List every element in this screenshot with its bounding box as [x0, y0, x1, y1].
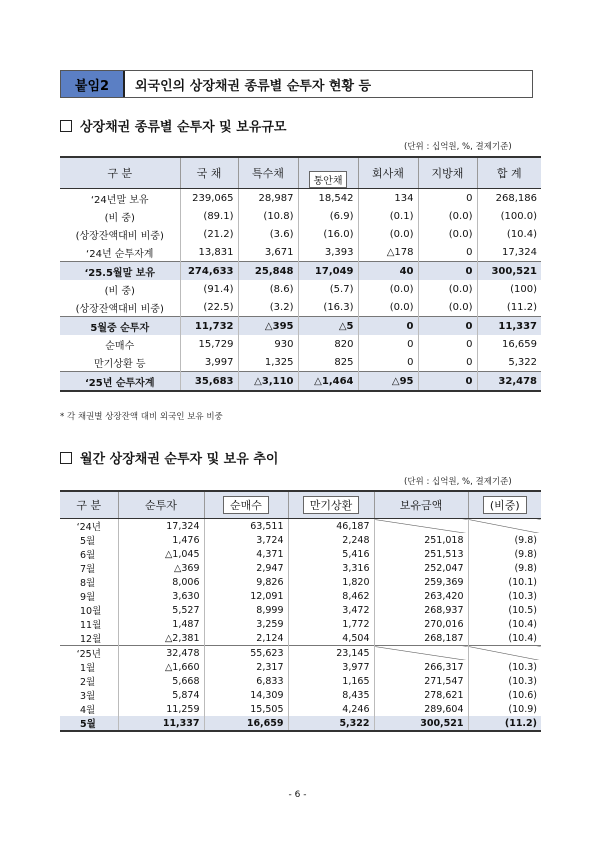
table1-cell: (91.4) — [180, 280, 238, 298]
table1-cell: 0 — [358, 335, 418, 353]
table1-cell: (22.5) — [180, 298, 238, 317]
table2-header-cell — [468, 491, 541, 519]
table2-row-label: 2월 — [80, 677, 96, 688]
table1-cell: 18,542 — [298, 189, 358, 208]
table1-row — [60, 243, 541, 262]
table2-cell: 8,006 — [118, 575, 204, 589]
table1-cell: 239,065 — [180, 189, 238, 208]
square-bullet-icon — [60, 452, 72, 464]
table2-cell: △1,660 — [118, 660, 204, 674]
section1-heading — [60, 116, 286, 135]
table1-cell: 17,049 — [298, 262, 358, 281]
table2-cell: (9.8) — [468, 533, 541, 547]
section1-unit: (단위 : 십억원, %, 결제기준) — [404, 142, 512, 152]
table2-row-label: 5월 — [80, 536, 96, 547]
table1-header-cell: 특수채 — [238, 157, 298, 189]
table2-cell: 15,505 — [204, 702, 288, 716]
table2-row — [60, 646, 541, 661]
table2-header-cell: 순투자 — [118, 491, 204, 519]
table2-cell: △1,045 — [118, 547, 204, 561]
table1-cell: 825 — [298, 353, 358, 372]
table1-row-label: (상장잔액대비 비중) — [75, 303, 164, 315]
table1-cell: 5,322 — [477, 353, 541, 372]
table1-cell: △3,110 — [238, 372, 298, 392]
table1-row-label: ‘25.5월말 보유 — [60, 262, 180, 281]
attachment-title-box — [60, 70, 533, 98]
table2-cell: 9,826 — [204, 575, 288, 589]
table2-cell: 263,420 — [374, 589, 468, 603]
table1-cell: 3,997 — [180, 353, 238, 372]
table2-row — [60, 575, 541, 589]
table2-cell: 23,145 — [288, 646, 374, 661]
table1-row-label: ‘24년말 보유 — [90, 194, 149, 206]
table2-row-label: ‘25년 — [60, 646, 118, 661]
table2-cell: 5,416 — [288, 547, 374, 561]
table2-cell: 8,999 — [204, 603, 288, 617]
table1-row-label: (비 중) — [104, 212, 135, 224]
table2-cell: 1,487 — [118, 617, 204, 631]
table2-cell: 12,091 — [204, 589, 288, 603]
table1-header-row — [60, 157, 541, 189]
table1-cell: (8.6) — [238, 280, 298, 298]
table1-row — [60, 262, 541, 281]
table1-row-label: (상장잔액대비 비중) — [75, 230, 164, 242]
table2-cell: 11,259 — [118, 702, 204, 716]
table2-cell: 8,435 — [288, 688, 374, 702]
table2-cell: 5,668 — [118, 674, 204, 688]
table2-cell: 1,165 — [288, 674, 374, 688]
table1-cell: (0.0) — [358, 225, 418, 243]
table2-cell: 14,309 — [204, 688, 288, 702]
table1-cell: (6.9) — [298, 207, 358, 225]
table2-row — [60, 631, 541, 646]
table1-row — [60, 189, 541, 208]
table2-cell: 268,187 — [374, 631, 468, 646]
table2-cell: 63,511 — [204, 519, 288, 534]
table2-cell: 1,772 — [288, 617, 374, 631]
table1-cell: 0 — [358, 353, 418, 372]
table2-cell: 2,317 — [204, 660, 288, 674]
table2-cell: 2,124 — [204, 631, 288, 646]
table1-cell: 32,478 — [477, 372, 541, 392]
table2-cell: 251,018 — [374, 533, 468, 547]
table1-cell: 17,324 — [477, 243, 541, 262]
table2-sub-header: 순매수 — [223, 496, 269, 514]
table2-row-label: 6월 — [80, 550, 96, 561]
table2-header-cell: 보유금액 — [374, 491, 468, 519]
table2-cell: (11.2) — [468, 716, 541, 731]
table1-cell: 0 — [418, 262, 477, 281]
table2-row-label: 8월 — [80, 578, 96, 589]
table2-cell: 3,724 — [204, 533, 288, 547]
table2-row-label: 4월 — [80, 705, 96, 716]
table2-cell: 2,248 — [288, 533, 374, 547]
table2-cell: 3,259 — [204, 617, 288, 631]
table1-cell: (100.0) — [477, 207, 541, 225]
table2-cell: 4,504 — [288, 631, 374, 646]
table2-cell — [468, 646, 541, 661]
table2-cell: 278,621 — [374, 688, 468, 702]
table1-cell: 1,325 — [238, 353, 298, 372]
table2-cell: 270,016 — [374, 617, 468, 631]
section2-heading — [60, 448, 278, 467]
table2-row-label: 10월 — [80, 606, 102, 617]
attachment-title: 외국인의 상장채권 종류별 순투자 현황 등 — [135, 78, 372, 94]
section2-heading-text: 월간 상장채권 순투자 및 보유 추이 — [80, 452, 279, 467]
table1-cell: (0.0) — [418, 225, 477, 243]
footnote: * 각 채권별 상장잔액 대비 외국인 보유 비중 — [60, 412, 223, 422]
table1-header-cell: 회사채 — [358, 157, 418, 189]
table2-cell: (10.6) — [468, 688, 541, 702]
table2-cell: △2,381 — [118, 631, 204, 646]
table1-header-cell: 구 분 — [60, 157, 180, 189]
table1-cell: (100) — [477, 280, 541, 298]
table1-cell: 930 — [238, 335, 298, 353]
table1-row — [60, 353, 541, 372]
section1-heading-text: 상장채권 종류별 순투자 및 보유규모 — [80, 120, 287, 135]
table1-cell: 25,848 — [238, 262, 298, 281]
table2-cell: 4,246 — [288, 702, 374, 716]
table2-sub-header: 만기상환 — [303, 496, 360, 514]
table1-cell: (11.2) — [477, 298, 541, 317]
table1-row-label: (비 중) — [104, 285, 135, 297]
table2-row — [60, 603, 541, 617]
table1-cell: (10.4) — [477, 225, 541, 243]
table2-row — [60, 589, 541, 603]
table2-cell: 6,833 — [204, 674, 288, 688]
table2-cell: 1,476 — [118, 533, 204, 547]
table1-cell: 40 — [358, 262, 418, 281]
table1-row-label: 순매수 — [105, 340, 135, 352]
table1-cell: (10.8) — [238, 207, 298, 225]
table1-cell: (16.3) — [298, 298, 358, 317]
table2-row-label: 7월 — [80, 564, 96, 575]
table2-cell: 3,316 — [288, 561, 374, 575]
table2-sub-header: (비중) — [483, 496, 527, 514]
table2-cell: △369 — [118, 561, 204, 575]
table1-row-label: ‘24년 순투자계 — [86, 248, 154, 260]
table1-row — [60, 298, 541, 317]
table1-row — [60, 207, 541, 225]
table1-cell: 3,393 — [298, 243, 358, 262]
table1-header-cell — [298, 157, 358, 189]
table1-cell: 3,671 — [238, 243, 298, 262]
table2-row — [60, 533, 541, 547]
table1-cell: (0.0) — [358, 298, 418, 317]
table2-row — [60, 547, 541, 561]
table1-cell: 274,633 — [180, 262, 238, 281]
table1-row-label: ‘25년 순투자계 — [60, 372, 180, 392]
table2-cell: 268,937 — [374, 603, 468, 617]
table2-cell: 5,322 — [288, 716, 374, 731]
table1-cell: 0 — [418, 353, 477, 372]
table2-row-label: 1월 — [80, 663, 96, 674]
table2-cell: (10.3) — [468, 674, 541, 688]
table2-cell: 3,630 — [118, 589, 204, 603]
table1-cell: △95 — [358, 372, 418, 392]
table2-header-row — [60, 491, 541, 519]
monthly-trend-table — [60, 490, 541, 732]
table1-cell: 268,186 — [477, 189, 541, 208]
table1-cell: 13,831 — [180, 243, 238, 262]
bond-type-table — [60, 156, 541, 392]
table2-header-cell: 구 분 — [60, 491, 118, 519]
table1-row — [60, 372, 541, 392]
table2-row — [60, 688, 541, 702]
table1-cell: 15,729 — [180, 335, 238, 353]
section2-unit: (단위 : 십억원, %, 결제기준) — [404, 477, 512, 487]
table2-cell: (9.8) — [468, 547, 541, 561]
table2-cell: 4,371 — [204, 547, 288, 561]
table2-cell — [374, 646, 468, 661]
table1-header-cell: 국 채 — [180, 157, 238, 189]
table2-header-cell — [288, 491, 374, 519]
table2-cell: 17,324 — [118, 519, 204, 534]
attachment-tag: 붙임2 — [61, 71, 125, 97]
table1-header-cell: 지방채 — [418, 157, 477, 189]
page-number: - 6 - — [288, 790, 307, 800]
table2-row — [60, 561, 541, 575]
table2-cell: 289,604 — [374, 702, 468, 716]
table1-cell: (3.2) — [238, 298, 298, 317]
table2-cell: (10.4) — [468, 617, 541, 631]
table2-cell: (10.1) — [468, 575, 541, 589]
table1-cell: 134 — [358, 189, 418, 208]
table2-cell: (10.5) — [468, 603, 541, 617]
table1-cell: (0.0) — [358, 280, 418, 298]
table1-header-cell: 합 계 — [477, 157, 541, 189]
table2-cell — [374, 519, 468, 534]
table2-row — [60, 617, 541, 631]
table2-cell: 3,472 — [288, 603, 374, 617]
table1-cell: 0 — [358, 317, 418, 336]
table2-cell: 46,187 — [288, 519, 374, 534]
table1-cell: △5 — [298, 317, 358, 336]
table2-row-label: 3월 — [80, 691, 96, 702]
table2-cell: 5,874 — [118, 688, 204, 702]
table1-row — [60, 280, 541, 298]
table2-row-label: 12월 — [80, 634, 102, 645]
square-bullet-icon — [60, 120, 72, 132]
table2-cell: (10.3) — [468, 660, 541, 674]
table1-row — [60, 317, 541, 336]
table2-row-label: 9월 — [80, 592, 96, 603]
table2-cell: 266,317 — [374, 660, 468, 674]
table1-cell: (89.1) — [180, 207, 238, 225]
table1-cell: 0 — [418, 243, 477, 262]
table2-cell: 5,527 — [118, 603, 204, 617]
table2-row — [60, 674, 541, 688]
table1-cell: 820 — [298, 335, 358, 353]
table2-cell: (9.8) — [468, 561, 541, 575]
table2-cell: 251,513 — [374, 547, 468, 561]
table1-cell: 300,521 — [477, 262, 541, 281]
table1-cell: 0 — [418, 317, 477, 336]
table1-sub-header: 통안채 — [309, 171, 348, 188]
table1-cell: 0 — [418, 189, 477, 208]
table2-row — [60, 702, 541, 716]
table2-cell: 300,521 — [374, 716, 468, 731]
table1-cell: 28,987 — [238, 189, 298, 208]
table2-cell — [468, 519, 541, 534]
table2-row-label: 5월 — [60, 716, 118, 731]
table1-cell: (16.0) — [298, 225, 358, 243]
table1-row — [60, 225, 541, 243]
table2-cell: 3,977 — [288, 660, 374, 674]
table2-cell: 8,462 — [288, 589, 374, 603]
table2-cell: 55,623 — [204, 646, 288, 661]
table1-cell: 0 — [418, 372, 477, 392]
table2-cell: 2,947 — [204, 561, 288, 575]
table1-cell: 35,683 — [180, 372, 238, 392]
table1-cell: (0.0) — [418, 280, 477, 298]
table2-row-label: 11월 — [80, 620, 102, 631]
table2-cell: 271,547 — [374, 674, 468, 688]
table1-cell: △1,464 — [298, 372, 358, 392]
table1-cell: (0.0) — [418, 298, 477, 317]
table2-header-cell — [204, 491, 288, 519]
table1-cell: △178 — [358, 243, 418, 262]
table2-cell: 32,478 — [118, 646, 204, 661]
table2-cell: 16,659 — [204, 716, 288, 731]
table2-row-label: ‘24년 — [60, 519, 118, 534]
table1-cell: (21.2) — [180, 225, 238, 243]
table1-cell: 0 — [418, 335, 477, 353]
table1-cell: 11,732 — [180, 317, 238, 336]
table1-cell: (0.0) — [418, 207, 477, 225]
table2-row — [60, 716, 541, 731]
table1-cell: △395 — [238, 317, 298, 336]
table1-cell: (3.6) — [238, 225, 298, 243]
table1-cell: (5.7) — [298, 280, 358, 298]
table1-cell: (0.1) — [358, 207, 418, 225]
table2-cell: (10.9) — [468, 702, 541, 716]
table1-cell: 16,659 — [477, 335, 541, 353]
table2-row — [60, 519, 541, 534]
table2-cell: 1,820 — [288, 575, 374, 589]
table1-row — [60, 335, 541, 353]
table2-row — [60, 660, 541, 674]
table2-cell: 259,369 — [374, 575, 468, 589]
table2-cell: 252,047 — [374, 561, 468, 575]
table2-cell: (10.3) — [468, 589, 541, 603]
table1-cell: 11,337 — [477, 317, 541, 336]
table1-row-label: 만기상환 등 — [94, 358, 146, 370]
table2-cell: (10.4) — [468, 631, 541, 646]
table1-row-label: 5월중 순투자 — [60, 317, 180, 336]
table2-cell: 11,337 — [118, 716, 204, 731]
